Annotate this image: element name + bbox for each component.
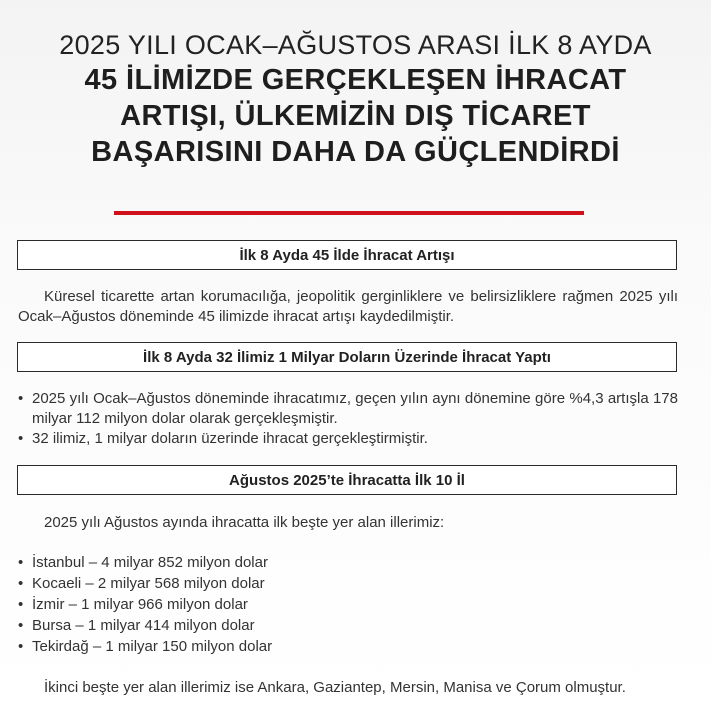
bullet-icon: •: [18, 596, 24, 613]
title-block: [0, 28, 711, 170]
bullet-icon: •: [18, 575, 24, 592]
list-item: [18, 594, 678, 615]
section-3-intro: 2025 yılı Ağustos ayında ihracatta ilk beşte yer alan illerimiz:: [44, 514, 445, 531]
section-2-heading: İlk 8 Ayda 32 İlimiz 1 Milyar Doların Üzerinde İhracat Yaptı: [143, 348, 551, 366]
section-2-heading-box: [17, 342, 677, 372]
list-item: [18, 615, 678, 636]
list-item: [18, 552, 678, 573]
bullet-icon: •: [18, 554, 24, 571]
section-3-heading: Ağustos 2025’te İhracatta İlk 10 İl: [229, 471, 465, 489]
city-export-text: İstanbul – 4 milyar 852 milyon dolar: [32, 554, 268, 571]
bullet-icon: •: [18, 638, 24, 655]
list-item: [18, 389, 678, 429]
city-export-text: İzmir – 1 milyar 966 milyon dolar: [32, 596, 248, 613]
section-1-heading: İlk 8 Ayda 45 İlde İhracat Artışı: [239, 246, 455, 264]
city-export-text: Tekirdağ – 1 milyar 150 milyon dolar: [32, 638, 273, 655]
bullet-icon: •: [18, 617, 24, 634]
title-bold-line-2: ARTIŞI, ÜLKEMİZİN DIŞ TİCARET: [120, 100, 591, 132]
list-item: [18, 573, 678, 594]
title-bold-line-1: 45 İLİMİZDE GERÇEKLEŞEN İHRACAT: [84, 64, 627, 96]
title-line-1: 2025 YILI OCAK–AĞUSTOS ARASI İLK 8 AYDA: [59, 30, 652, 60]
section-2-bullet-list: [18, 389, 678, 449]
section-3-closing: İkinci beşte yer alan illerimiz ise Ankara, Gaziantep, Mersin, Manisa ve Çorum olmuştur.: [44, 679, 626, 696]
bullet-text: 32 ilimiz, 1 milyar doların üzerinde ihracat gerçekleştirmiştir.: [32, 430, 428, 447]
section-1-heading-box: [17, 240, 677, 270]
bullet-icon: •: [18, 430, 24, 447]
title-bold-line-3: BAŞARISINI DAHA DA GÜÇLENDİRDİ: [91, 136, 620, 168]
section-1-paragraph: Küresel ticarette artan korumacılığa, jeopolitik gerginliklere ve belirsizliklere rağmen 2025 yılı Ocak–Ağustos döneminde 45 ilimizde ihracat artışı kaydedilmiştir.: [18, 288, 678, 325]
red-divider: [114, 211, 584, 215]
city-export-list: [18, 552, 678, 657]
list-item: [18, 636, 678, 657]
bullet-icon: •: [18, 390, 24, 407]
city-export-text: Kocaeli – 2 milyar 568 milyon dolar: [32, 575, 265, 592]
section-3-heading-box: [17, 465, 677, 495]
list-item: [18, 429, 678, 449]
bullet-text: 2025 yılı Ocak–Ağustos döneminde ihracatımız, geçen yılın aynı dönemine göre %4,3 artışla 178 milyar 112 milyon dolar olarak gerçekleşmiştir.: [32, 390, 678, 427]
city-export-text: Bursa – 1 milyar 414 milyon dolar: [32, 617, 255, 634]
